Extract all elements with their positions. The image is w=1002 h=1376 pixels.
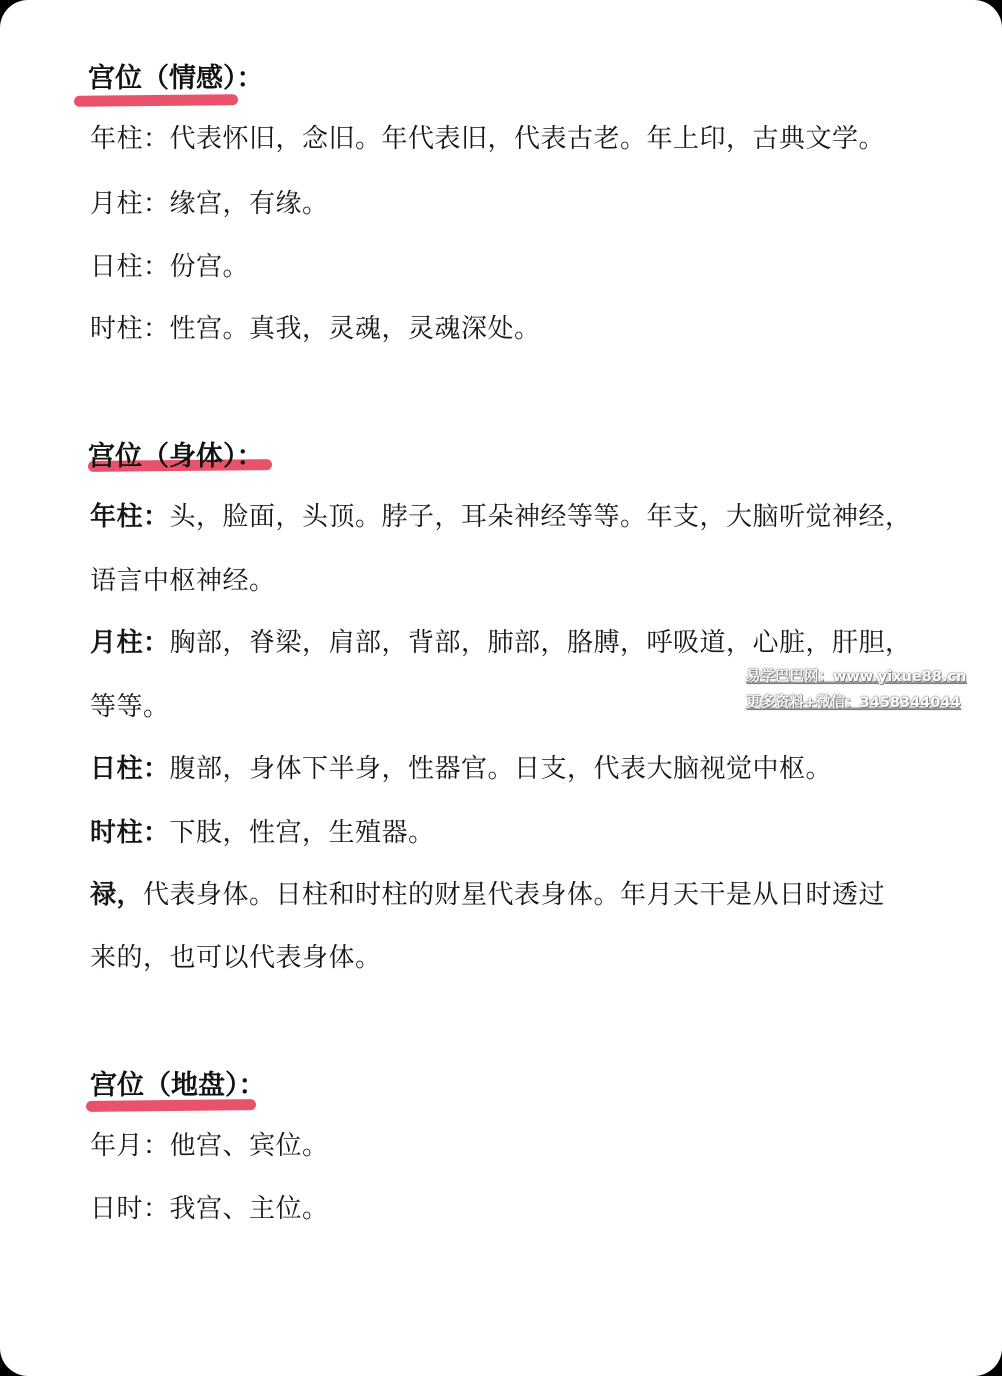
text-line [90,1125,329,1162]
text-line [90,686,170,723]
text-line [90,622,912,659]
text-line [90,874,885,911]
line-label: 日柱： [90,252,170,282]
line-text: 他宫、宾位。 [169,1131,329,1161]
text-line [90,812,435,849]
line-text: 缘宫，有缘。 [169,189,329,219]
line-label: 日柱： [90,754,170,784]
line-label: 禄， [90,880,144,910]
line-label: 时柱： [90,818,170,848]
text-line [90,118,885,155]
line-text: 下肢，性宫，生殖器。 [169,818,435,848]
line-label: 年月： [90,1131,170,1161]
line-label: 月柱： [90,628,170,658]
line-text: 我宫、主位。 [169,1194,329,1224]
heading-emotion: 宫位（情感）： [88,63,264,94]
line-text: 胸部，脊梁，肩部，背部，肺部，胳膊，呼吸道，心脏，肝胆， [169,628,912,658]
line-text: 等等。 [90,692,170,722]
heading-underline-emotion [74,94,238,107]
line-text: 语言中枢神经。 [90,566,276,596]
text-line [90,560,276,597]
line-text: 来的，也可以代表身体。 [90,943,382,973]
text-line [90,1188,329,1225]
line-text: 代表怀旧，念旧。年代表旧，代表古老。年上印，古典文学。 [169,124,886,154]
text-line [90,496,912,533]
heading-body: 宫位（身体）： [88,441,264,472]
text-line [90,937,382,974]
text-line [90,183,329,220]
line-label: 时柱： [90,314,170,344]
line-text: 腹部，身体下半身，性器官。日支，代表大脑视觉中枢。 [169,754,833,784]
line-label: 日时： [90,1194,170,1224]
line-text: 代表身体。日柱和时柱的财星代表身体。年月天干是从日时透过 [143,880,886,910]
line-text: 份宫。 [169,252,250,282]
line-text: 性宫。真我，灵魂，灵魂深处。 [169,314,541,344]
line-label: 年柱： [90,124,170,154]
line-text: 头，脸面，头顶。脖子，耳朵神经等等。年支，大脑听觉神经， [169,502,912,532]
watermark-contact: 更多资料+微信：3458344044 [746,695,961,711]
line-label: 月柱： [90,189,170,219]
line-label: 年柱： [90,502,170,532]
text-line [90,748,832,785]
text-line [90,308,541,345]
watermark-site: 易学巴巴网：www.yixue88.cn [746,669,967,685]
text-line [90,246,249,283]
heading-earth: 宫位（地盘）： [90,1070,266,1101]
